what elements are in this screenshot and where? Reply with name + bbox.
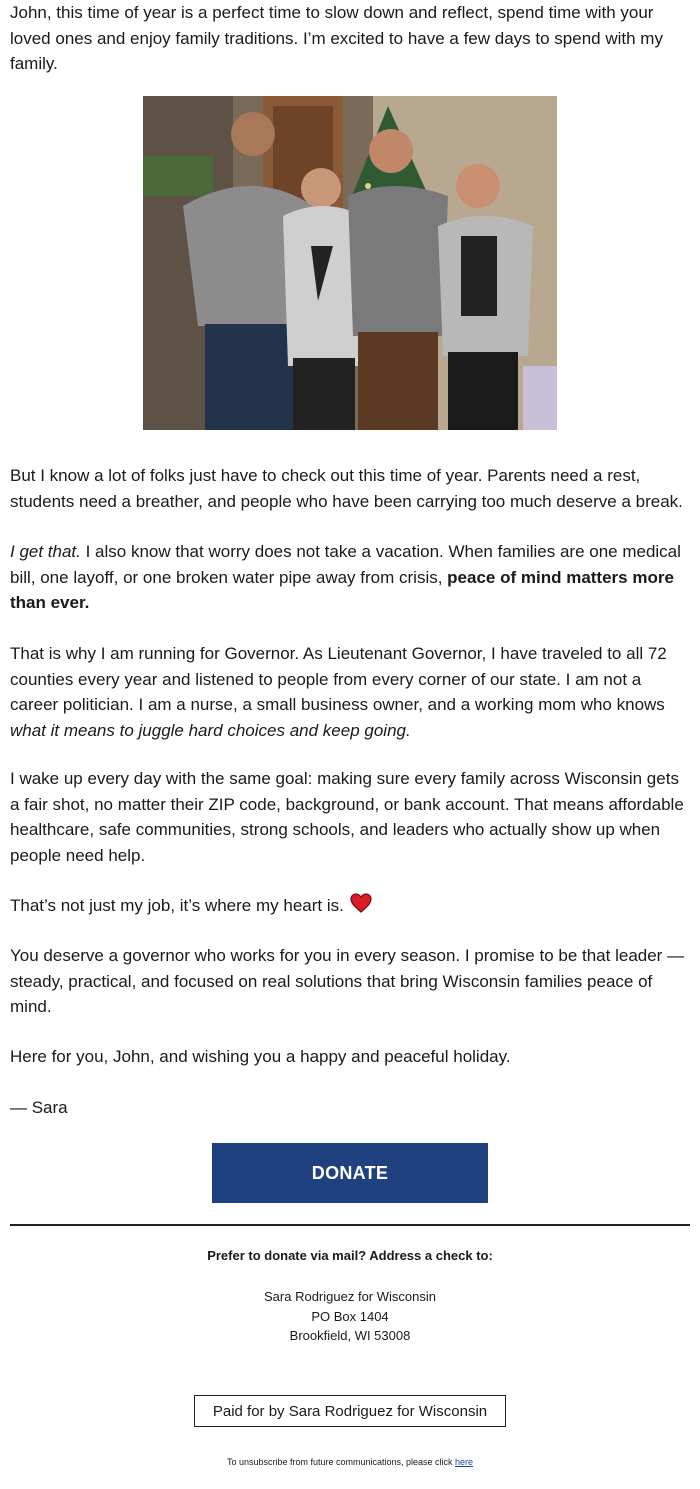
juggle-text: what it means to juggle hard choices and keep going. [10, 720, 411, 740]
heart-text: That’s not just my job, it’s where my heart is. [10, 896, 344, 916]
goal-paragraph: I wake up every day with the same goal: making sure every family across Wisconsin gets a fair shot, no matter their ZIP code, background, or bank account. That means affordable healthcare, safe communities, strong schools, and leaders who actually show up when people need help. [10, 769, 684, 865]
family-photo-illustration [143, 96, 557, 430]
red-heart-icon [350, 893, 372, 921]
donate-button[interactable]: DONATE [212, 1143, 488, 1203]
unsubscribe-notice [10, 1457, 690, 1467]
heart-paragraph [10, 893, 690, 921]
peace-of-mind-text: peace of mind matters more than ever. [10, 567, 674, 612]
intro-paragraph: John, this time of year is a perfect time to slow down and reflect, spend time with your loved ones and enjoy family traditions. I’m excited to have a few days to spend with my family. [10, 3, 663, 73]
address-line-2: PO Box 1404 [311, 1308, 389, 1324]
family-photo [143, 96, 557, 430]
unsubscribe-text: To unsubscribe from future communications, please click [226, 1457, 456, 1467]
rest-paragraph: But I know a lot of folks just have to check out this time of year. Parents need a rest, students need a breather, and people who have been carrying too much deserve a break. [10, 466, 683, 511]
divider [10, 1224, 690, 1226]
i-get-that-text: I get that. [10, 542, 81, 561]
paid-for-disclaimer: Paid for by Sara Rodriguez for Wisconsin [194, 1395, 506, 1427]
worry-paragraph [10, 539, 690, 616]
running-text: That is why I am running for Governor. As Lieutenant Governor, I have traveled to all 72 counties every year and listened to people from every corner of our state. I am not a career politician. I am a nurse, a small business owner, and a working mom who knows [10, 644, 667, 714]
address-line-3: Brookfield, WI 53008 [289, 1328, 411, 1343]
mail-donation-heading: Prefer to donate via mail? Address a check to: [207, 1248, 493, 1263]
promise-paragraph: You deserve a governor who works for you in every season. I promise to be that leader — steady, practical, and focused on real solutions that bring Wisconsin families peace of mind. [10, 946, 685, 1016]
unsubscribe-link[interactable]: here [455, 1457, 474, 1467]
mailing-address [10, 1287, 690, 1346]
worry-text: I also know that worry does not take a vacation. When families are one medical bill, one layoff, or one broken water pipe away from crisis, [10, 542, 681, 587]
running-paragraph [10, 641, 690, 743]
address-line-1: Sara Rodriguez for Wisconsin [264, 1289, 436, 1304]
holiday-paragraph: Here for you, John, and wishing you a happy and peaceful holiday. [10, 1047, 511, 1066]
signoff: — Sara [10, 1098, 68, 1117]
